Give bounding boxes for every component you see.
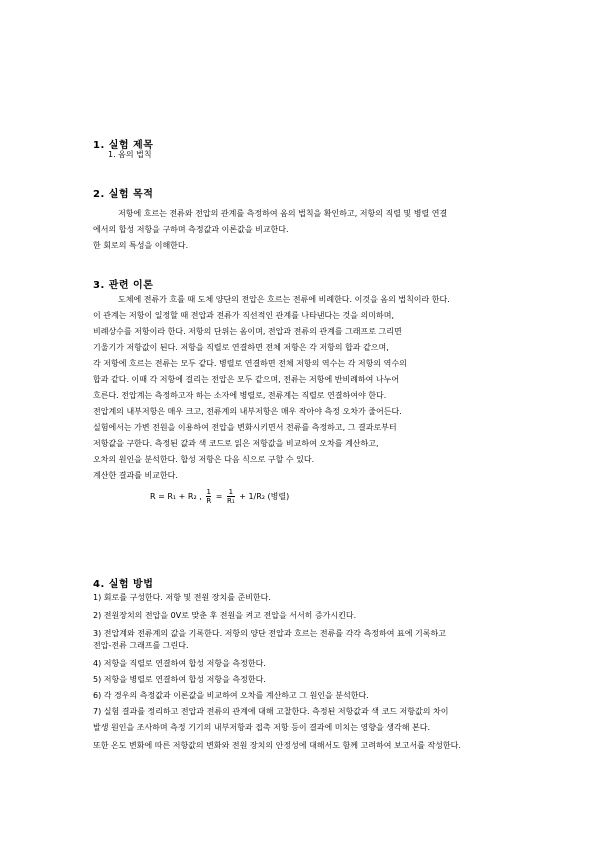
list-item: 2) 전원장치의 전압을 0V로 맞춘 후 전원을 켜고 전압을 서서히 증가시킨다. bbox=[93, 611, 357, 620]
formula bbox=[150, 488, 289, 505]
section-title-2: 2. 실험 목적 bbox=[93, 189, 154, 200]
list-item: 7) 실험 결과를 정리하고 전압과 전류의 관계에 대해 고찰한다. 측정된 저항값과 색 코드 저항값의 차이 bbox=[93, 707, 449, 716]
fraction-denominator: R bbox=[206, 497, 212, 505]
formula-lhs: R = R₁ + R₂ , bbox=[150, 492, 202, 501]
paragraph-line: 한 회로의 특성을 이해한다. bbox=[93, 241, 189, 250]
list-item: 5) 저항을 병렬로 연결하여 합성 저항을 측정한다. bbox=[93, 675, 266, 684]
paragraph-line: 계산한 결과를 비교한다. bbox=[93, 471, 178, 480]
list-item: 6) 각 경우의 측정값과 이론값을 비교하여 오차를 계산하고 그 원인을 분석한다. bbox=[93, 691, 369, 700]
formula-equals: = bbox=[215, 492, 223, 501]
paragraph-line: 흐른다. 전압계는 측정하고자 하는 소자에 병렬로, 전류계는 직렬로 연결하여야 한다. bbox=[93, 391, 387, 400]
list-item: 3) 전압계와 전류계의 값을 기록한다. 저항의 양단 전압과 흐르는 전류를 각각 측정하여 표에 기록하고 bbox=[93, 629, 446, 638]
paragraph-line: 각 저항에 흐르는 전류는 모두 같다. 병렬로 연결하면 전체 저항의 역수는 각 저항의 역수의 bbox=[93, 359, 407, 368]
list-item: 또한 온도 변화에 따른 저항값의 변화와 전원 장치의 안정성에 대해서도 함께 고려하여 보고서를 작성한다. bbox=[93, 741, 461, 750]
formula-fraction bbox=[206, 488, 211, 505]
list-item: 발생 원인을 조사하며 측정 기기의 내부저항과 접촉 저항 등이 결과에 미치는 영향을 생각해 본다. bbox=[93, 723, 430, 732]
paragraph-line: 저항에 흐르는 전류와 전압의 관계를 측정하여 옴의 법칙을 확인하고, 저항의 직렬 및 병렬 연결 bbox=[118, 209, 448, 218]
paragraph-line: 에서의 합성 저항을 구하며 측정값과 이론값을 비교한다. bbox=[93, 225, 289, 234]
section-title-3: 3. 관련 이론 bbox=[93, 280, 154, 291]
section-title-1: 1. 실험 제목 bbox=[93, 140, 154, 151]
paragraph-line: 전압계의 내부저항은 매우 크고, 전류계의 내부저항은 매우 작아야 측정 오차가 줄어든다. bbox=[93, 407, 402, 416]
paragraph-line: 실험에서는 가변 전원을 이용하여 전압을 변화시키면서 전류를 측정하고, 그 결과로부터 bbox=[93, 423, 397, 432]
section-1-line: 1. 옴의 법칙 bbox=[108, 150, 152, 159]
list-item: 4) 저항을 직렬로 연결하여 합성 저항을 측정한다. bbox=[93, 659, 266, 668]
paragraph-line: 오차의 원인을 분석한다. 합성 저항은 다음 식으로 구할 수 있다. bbox=[93, 455, 315, 464]
fraction-denominator: R₁ bbox=[226, 497, 235, 505]
paragraph-line: 기울기가 저항값이 된다. 저항을 직렬로 연결하면 전체 저항은 각 저항의 합과 같으며, bbox=[93, 343, 389, 352]
list-item: 전압-전류 그래프를 그린다. bbox=[93, 641, 189, 650]
formula-fraction-2 bbox=[227, 488, 235, 505]
paragraph-line: 저항값을 구한다. 측정된 값과 색 코드로 읽은 저항값을 비교하여 오차를 계산하고, bbox=[93, 439, 379, 448]
section-title-4: 4. 실험 방법 bbox=[93, 579, 154, 590]
fraction-numerator: 1 bbox=[206, 488, 211, 496]
list-item: 1) 회로를 구성한다. 저항 및 전원 장치를 준비한다. bbox=[93, 593, 271, 602]
fraction-numerator: 1 bbox=[228, 488, 234, 496]
paragraph-line: 합과 같다. 이때 각 저항에 걸리는 전압은 모두 같으며, 전류는 저항에 반비례하여 나누어 bbox=[93, 375, 400, 384]
formula-rhs: + 1/R₂ (병렬) bbox=[239, 492, 290, 501]
paragraph-line: 비례상수를 저항이라 한다. 저항의 단위는 옴이며, 전압과 전류의 관계를 그래프로 그리면 bbox=[93, 327, 402, 336]
paragraph-line: 도체에 전류가 흐를 때 도체 양단의 전압은 흐르는 전류에 비례한다. 이것을 옴의 법칙이라 한다. bbox=[118, 295, 450, 304]
paragraph-line: 이 관계는 저항이 일정할 때 전압과 전류가 직선적인 관계를 나타낸다는 것을 의미하며, bbox=[93, 311, 394, 320]
